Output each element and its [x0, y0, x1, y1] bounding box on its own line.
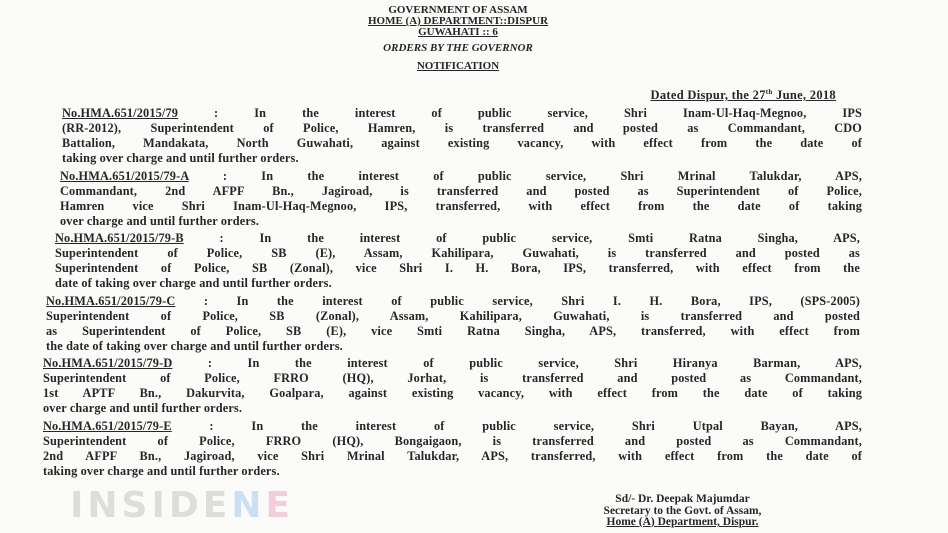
order-line: (RR-2012), Superintendent of Police, Hamren, is transferred and posted as Commandant, CDO	[62, 121, 862, 135]
order-number: No.HMA.651/2015/79	[62, 106, 179, 120]
order-line: taking over charge and until further orders.	[62, 151, 299, 165]
order-text: : In the interest of public service, Shri Hiranya Barman, APS,	[172, 356, 862, 370]
order-line: Superintendent of Police, SB (Zonal), Assam, Kahilipara, Guwahati, is transferred and posted	[46, 309, 860, 323]
order-line: Battalion, Mandakata, North Guwahati, against existing vacancy, with effect from the date of	[62, 136, 862, 150]
order-line: taking over charge and until further orders.	[43, 464, 280, 478]
order-text: : In the interest of public service, Smti Ratna Singha, APS,	[183, 231, 860, 245]
order-text: : In the interest of public service, Shri Utpal Bayan, APS,	[171, 419, 862, 433]
order-line: Superintendent of Police, SB (E), Assam, Kahilipara, Guwahati, is transferred and posted as	[55, 246, 860, 260]
orders-heading: ORDERS BY THE GOVERNOR	[383, 42, 533, 54]
order-line: 2nd AFPF Bn., Jagiroad, vice Shri Mrinal Talukdar, APS, transferred, with effect from the date of	[43, 449, 862, 463]
signature-block	[545, 494, 820, 529]
header-government: GOVERNMENT OF ASSAM	[388, 4, 528, 16]
order-line: Superintendent of Police, FRRO (HQ), Jorhat, is transferred and posted as Commandant,	[43, 371, 862, 385]
order-paragraph	[60, 169, 862, 229]
notification-heading: NOTIFICATION	[416, 60, 500, 72]
order-text: : In the interest of public service, Shri Mrinal Talukdar, APS,	[188, 169, 862, 183]
order-line: the date of taking over charge and until further orders.	[46, 339, 343, 353]
order-line	[43, 419, 862, 434]
order-text: : In the interest of public service, Shri Inam-Ul-Haq-Megnoo, IPS	[178, 106, 862, 120]
watermark-part: N	[231, 485, 266, 526]
order-number: No.HMA.651/2015/79-A	[60, 169, 189, 183]
watermark-part: E	[265, 485, 295, 526]
order-paragraph	[43, 419, 862, 479]
order-text: : In the interest of public service, Shri I. H. Bora, IPS, (SPS-2005)	[175, 294, 860, 308]
order-line: Commandant, 2nd AFPF Bn., Jagiroad, is transferred and posted as Superintendent of Police,	[60, 184, 862, 198]
order-number: No.HMA.651/2015/79-B	[55, 231, 184, 245]
order-line: date of taking over charge and until further orders.	[55, 276, 332, 290]
date-prefix: Dated Dispur, the 27	[650, 88, 766, 102]
header-city: GUWAHATI :: 6	[418, 26, 498, 38]
order-number: No.HMA.651/2015/79-E	[43, 419, 172, 433]
order-line	[60, 169, 862, 184]
order-line: Hamren vice Shri Inam-Ul-Haq-Megnoo, IPS, transferred, with effect from the date of taking	[60, 199, 862, 213]
date-suffix: June, 2018	[772, 88, 836, 102]
order-line	[43, 356, 862, 371]
order-line: 1st APTF Bn., Dakurvita, Goalpara, against existing vacancy, with effect from the date of taking	[43, 386, 862, 400]
order-line: Superintendent of Police, FRRO (HQ), Bongaigaon, is transferred and posted as Commandant,	[43, 434, 862, 448]
header-department: HOME (A) DEPARTMENT::DISPUR	[367, 15, 549, 27]
watermark-part: INSIDE	[70, 485, 232, 526]
order-paragraph	[62, 106, 862, 166]
order-line: over charge and until further orders.	[43, 401, 243, 415]
order-line: as Superintendent of Police, SB (E), vice Smti Ratna Singha, APS, transferred, with effect from	[46, 324, 860, 338]
order-number: No.HMA.651/2015/79-D	[43, 356, 173, 370]
order-line	[46, 294, 860, 309]
order-line	[55, 231, 860, 246]
signatory-name: Sd/- Dr. Deepak Majumdar	[615, 493, 750, 505]
signatory-department: Home (A) Department, Dispur.	[606, 516, 759, 528]
order-line: Superintendent of Police, SB (Zonal), vice Shri I. H. Bora, IPS, transferred, with effect from the	[55, 261, 860, 275]
order-line: over charge and until further orders.	[60, 214, 260, 228]
order-paragraph	[55, 231, 860, 291]
order-paragraph	[46, 294, 860, 354]
order-number: No.HMA.651/2015/79-C	[46, 294, 176, 308]
watermark-logo	[70, 486, 294, 526]
notification-date	[651, 88, 837, 103]
date-sup: th	[765, 87, 773, 96]
order-line	[62, 106, 862, 121]
signatory-title: Secretary to the Govt. of Assam,	[603, 504, 762, 517]
order-paragraph	[43, 356, 862, 416]
